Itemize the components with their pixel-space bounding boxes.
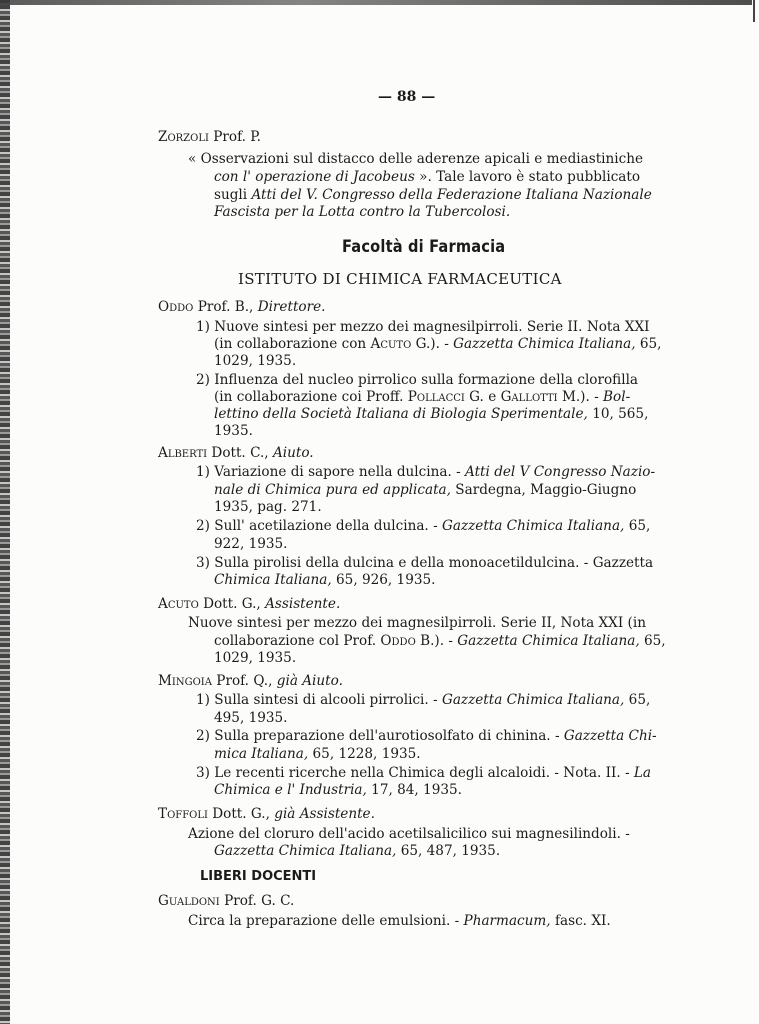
entry-line: Nuove sintesi per mezzo dei magnesilpirroli. Serie II, Nota XXI (in	[188, 615, 646, 631]
entry-line	[214, 571, 435, 589]
citation-italic: lettino della Società Italiana di Biologia Sperimentale,	[214, 406, 588, 422]
entry-line	[214, 186, 652, 204]
citation-text: 65,	[639, 633, 666, 649]
page-number: — 88 —	[378, 89, 436, 105]
citation-italic: La	[633, 765, 652, 781]
author-role: già Aiuto.	[276, 673, 343, 689]
citation-text: M.). -	[557, 389, 604, 405]
citation-text: (in collaborazione coi Proff.	[214, 389, 408, 405]
entry-line: 1935.	[214, 423, 253, 439]
citation-italic: mica Italiana,	[214, 746, 309, 762]
citation-text: Sardegna, Maggio-Giugno	[450, 482, 637, 498]
author-title: Prof. P.	[208, 129, 261, 145]
author-title: Prof. B.,	[193, 299, 258, 315]
author-name: Toffoli	[158, 806, 208, 822]
author-title: Prof. Q.,	[211, 673, 277, 689]
entry-line: Azione del cloruro dell'acido acetilsalicilico sui magnesilindoli. -	[188, 826, 630, 842]
entry-line: 922, 1935.	[214, 536, 288, 552]
citation-italic: Atti del V Congresso Nazio-	[465, 464, 656, 480]
entry-line: 1935, pag. 271.	[214, 499, 322, 515]
citation-text: B.). -	[415, 633, 458, 649]
entry-line	[214, 745, 421, 763]
citation-text: G. e	[464, 389, 501, 405]
coauthor-name: Acuto	[370, 336, 412, 352]
citation-text: (in collaborazione con	[214, 336, 371, 352]
author-toffoli	[158, 805, 375, 823]
scan-edge-right	[753, 0, 755, 22]
author-role: Direttore.	[257, 299, 326, 315]
citation-text: Circa la preparazione delle emulsioni. -	[188, 913, 464, 929]
citation-text: 1) Sulla sintesi di alcooli pirrolici. -	[196, 692, 442, 708]
scan-edge-left	[0, 0, 10, 1024]
author-name: Gualdoni	[158, 893, 220, 909]
citation-italic: nale di Chimica pura ed applicata,	[214, 482, 451, 498]
citation-text: 65, 487, 1935.	[396, 843, 501, 859]
entry-line: 495, 1935.	[214, 710, 288, 726]
citation-text: 2) Sull' acetilazione della dulcina. -	[196, 518, 442, 534]
citation-italic: Gazzetta Chimica Italiana,	[457, 633, 640, 649]
citation-text: ». Tale lavoro è stato pubblicato	[414, 169, 641, 185]
citation-text: fasc. XI.	[550, 913, 611, 929]
author-gualdoni	[158, 892, 294, 910]
citation-italic: Gazzetta Chimica Italiana,	[453, 336, 636, 352]
citation-italic: con l' operazione di Jacobeus	[214, 169, 415, 185]
citation-text: G.). -	[411, 336, 454, 352]
citation-text: 65,	[624, 692, 651, 708]
entry-line: 1) Nuove sintesi per mezzo dei magnesilpirroli. Serie II. Nota XXI	[196, 319, 650, 335]
entry-line	[196, 517, 650, 535]
citation-text: 2) Sulla preparazione dell'aurotiosolfato di chinina. -	[196, 728, 564, 744]
author-acuto	[158, 595, 340, 613]
entry-line: 1029, 1935.	[214, 650, 297, 666]
entry-line	[214, 388, 630, 406]
citation-italic: Chimica e l' Industria,	[214, 782, 367, 798]
entry-line	[196, 691, 650, 709]
author-role: Aiuto.	[272, 445, 314, 461]
scan-edge-top	[0, 0, 752, 5]
author-role: già Assistente.	[274, 806, 375, 822]
author-name: Acuto	[158, 596, 199, 612]
author-alberti	[158, 444, 314, 462]
citation-text: 65, 926, 1935.	[331, 572, 436, 588]
citation-italic: Gazzetta Chimica Italiana,	[441, 518, 625, 534]
author-name: Alberti	[158, 445, 208, 461]
citation-text: 1) Variazione di sapore nella dulcina. -	[196, 464, 466, 480]
entry-line: « Osservazioni sul distacco delle aderenze apicali e mediastiniche	[188, 151, 644, 167]
citation-text: 65,	[635, 336, 662, 352]
author-title: Prof. G. C.	[219, 893, 295, 909]
entry-line	[214, 405, 648, 423]
liberi-docenti-heading: LIBERI DOCENTI	[200, 869, 317, 884]
citation-text: 10, 565,	[587, 406, 649, 422]
citation-italic: Gazzetta Chi-	[563, 728, 657, 744]
citation-text: sugli	[214, 187, 252, 203]
coauthor-name: Pollacci	[407, 389, 465, 405]
citation-text: collaborazione col Prof.	[214, 633, 381, 649]
entry-line	[214, 335, 662, 353]
citation-italic: Pharmacum,	[463, 913, 551, 929]
coauthor-name: Oddo	[380, 633, 416, 649]
entry-line: Fascista per la Lotta contro la Tubercolosi.	[214, 204, 511, 220]
citation-text: 17, 84, 1935.	[366, 782, 462, 798]
entry-line: 3) Sulla pirolisi della dulcina e della monoacetildulcina. - Gazzetta	[196, 555, 654, 571]
citation-text: 65,	[624, 518, 651, 534]
entry-line	[214, 842, 500, 860]
author-role: Assistente.	[265, 596, 341, 612]
citation-italic: Atti del V. Congresso della Federazione Italiana Nazionale	[251, 187, 652, 203]
citation-italic: Bol-	[603, 389, 631, 405]
entry-line	[188, 912, 611, 930]
citation-text: 3) Le recenti ricerche nella Chimica degli alcaloidi. - Nota. II. -	[196, 765, 634, 781]
entry-line	[214, 481, 636, 499]
entry-line	[196, 727, 657, 745]
entry-line	[214, 781, 462, 799]
entry-line	[214, 168, 640, 186]
entry-line	[214, 632, 666, 650]
author-name: Mingoia	[158, 673, 212, 689]
author-oddo	[158, 298, 325, 316]
author-zorzoli	[158, 128, 261, 146]
entry-line	[196, 764, 651, 782]
institute-heading: ISTITUTO DI CHIMICA FARMACEUTICA	[238, 270, 562, 288]
entry-line: 1029, 1935.	[214, 353, 297, 369]
author-title: Dott. G.,	[207, 806, 275, 822]
author-mingoia	[158, 672, 343, 690]
citation-text: 65, 1228, 1935.	[308, 746, 421, 762]
entry-line: 2) Influenza del nucleo pirrolico sulla formazione della clorofilla	[196, 372, 639, 388]
author-name: Oddo	[158, 299, 194, 315]
citation-italic: Gazzetta Chimica Italiana,	[214, 843, 397, 859]
faculty-heading: Facoltà di Farmacia	[342, 237, 506, 257]
entry-line	[196, 463, 655, 481]
author-name: Zorzoli	[158, 129, 209, 145]
coauthor-name: Gallotti	[500, 389, 558, 405]
author-title: Dott. G.,	[198, 596, 266, 612]
citation-italic: Chimica Italiana,	[214, 572, 332, 588]
citation-italic: Gazzetta Chimica Italiana,	[441, 692, 625, 708]
author-title: Dott. C.,	[207, 445, 273, 461]
